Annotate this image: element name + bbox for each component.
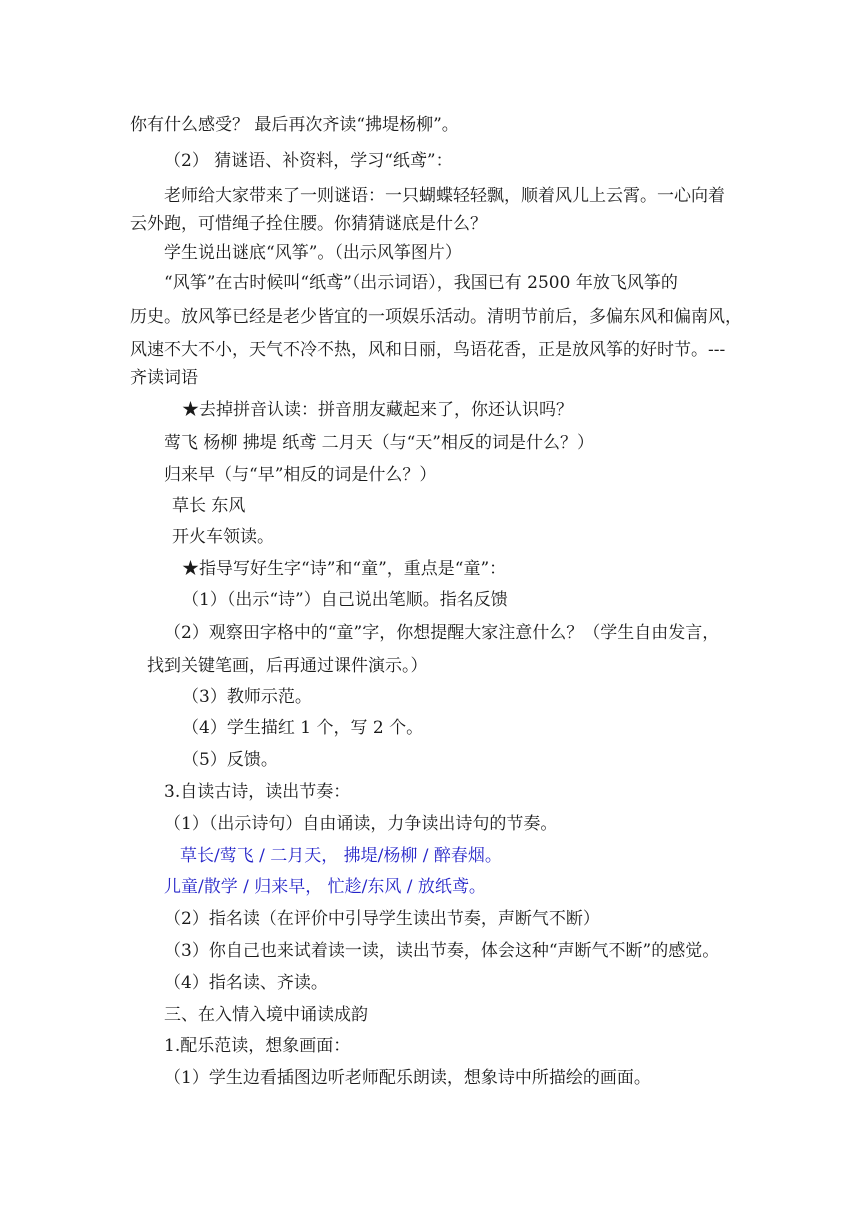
- text-line: ★去掉拼音认读：拼音朋友藏起来了，你还认识吗？: [182, 400, 573, 420]
- text-line: （1）（出示“诗”）自己说出笔顺。指名反馈: [182, 590, 508, 610]
- text-line: 历史。放风筝已经是老少皆宜的一项娱乐活动。清明节前后，多偏东风和偏南风，: [130, 307, 742, 327]
- poem-line: 儿童/散学 / 归来早， 忙趁/东风 / 放纸鸢。: [164, 877, 486, 897]
- text-line: （2）指名读（在评价中引导学生读出节奏，声断气不断）: [164, 909, 600, 929]
- poem-line: 草长/莺飞 / 二月天， 拂堤/杨柳 / 醉春烟。: [180, 846, 502, 866]
- text-line: 云外跑，可惜绳子拴住腰。你猜猜谜底是什么？: [130, 214, 487, 234]
- text-line: （3）教师示范。: [182, 687, 312, 707]
- text-line: 风速不大不小，天气不冷不热，风和日丽，鸟语花香，正是放风筝的好时节。---: [130, 340, 726, 360]
- text-line: （1）（出示诗句）自由诵读，力争读出诗句的节奏。: [164, 814, 558, 834]
- text-line: （1）学生边看插图边听老师配乐朗读，想象诗中所描绘的画面。: [164, 1068, 651, 1088]
- text-line: （4）指名读、齐读。: [164, 973, 328, 993]
- text-line: （2）观察田字格中的“童”字，你想提醒大家注意什么？（学生自由发言，: [164, 623, 720, 643]
- text-line: 找到关键笔画，后再通过课件演示。）: [147, 656, 428, 676]
- text-line: （4）学生描红 1 个，写 2 个。: [182, 718, 424, 738]
- text-line: “风筝”在古时候叫“纸鸢”（出示词语），我国已有 2500 年放飞风筝的: [164, 273, 678, 293]
- text-line: 齐读词语: [130, 368, 198, 388]
- text-line: 学生说出谜底“风筝”。（出示风筝图片）: [164, 243, 462, 263]
- text-line: ★指导写好生字“诗”和“童”，重点是“童”：: [182, 559, 507, 579]
- text-line: （2） 猜谜语、补资料，学习“纸鸢”：: [164, 151, 453, 171]
- text-line: （3）你自己也来试着读一读，读出节奏，体会这种“声断气不断”的感觉。: [164, 941, 720, 961]
- section-heading: 三、在入情入境中诵读成韵: [164, 1005, 368, 1025]
- text-line: 3.自读古诗，读出节奏：: [164, 782, 351, 802]
- text-line: 草长 东风: [172, 496, 246, 516]
- text-line: 归来早（与“早”相反的词是什么？）: [164, 465, 437, 485]
- text-line: 莺飞 杨柳 拂堤 纸鸢 二月天（与“天”相反的词是什么？）: [164, 433, 594, 453]
- text-line: （5）反馈。: [182, 750, 278, 770]
- text-line: 老师给大家带来了一则谜语：一只蝴蝶轻轻飘，顺着风儿上云霄。一心向着: [164, 186, 725, 206]
- text-line: 你有什么感受？ 最后再次齐读“拂堤杨柳”。: [130, 115, 459, 135]
- text-line: 1.配乐范读，想象画面：: [164, 1036, 351, 1056]
- text-line: 开火车领读。: [172, 527, 274, 547]
